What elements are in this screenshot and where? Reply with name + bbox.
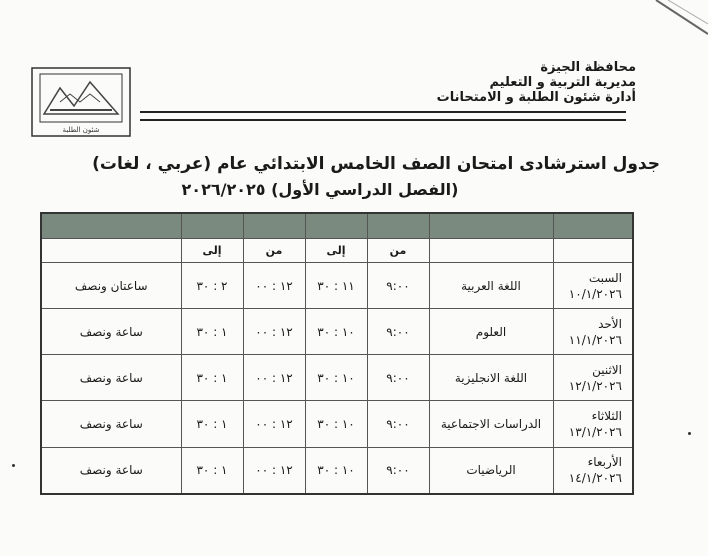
from-time-cell: ١٢ : ٠٠ xyxy=(243,401,305,447)
from-time-cell: ٩:٠٠ xyxy=(367,263,429,309)
to-header: إلى xyxy=(181,239,243,263)
to-header: إلى xyxy=(305,239,367,263)
from-time-cell: ١٢ : ٠٠ xyxy=(243,447,305,494)
header-divider xyxy=(140,111,626,121)
from-time-cell: ٩:٠٠ xyxy=(367,355,429,401)
to-time-cell: ١١ : ٣٠ xyxy=(305,263,367,309)
day-cell: الأحد ١١/١/٢٠٢٦ xyxy=(553,309,633,355)
subject-cell: اللغة الانجليزية xyxy=(429,355,553,401)
page-fold-mark xyxy=(638,0,708,40)
to-time-cell: ١٠ : ٣٠ xyxy=(305,447,367,494)
day-cell: الأربعاء ١٤/١/٢٠٢٦ xyxy=(553,447,633,494)
duration-cell: ساعة ونصف xyxy=(41,401,181,447)
to-time-cell: ١٠ : ٣٠ xyxy=(305,309,367,355)
table-subheader-row xyxy=(41,239,633,263)
table-row xyxy=(41,355,633,401)
to-time-cell: ٢ : ٣٠ xyxy=(181,263,243,309)
subject-cell: العلوم xyxy=(429,309,553,355)
day-cell: الثلاثاء ١٣/١/٢٠٢٦ xyxy=(553,401,633,447)
term-title: (الفصل الدراسي الأول) ٢٠٢٦/٢٠٢٥ xyxy=(181,180,459,199)
duration-cell: ساعة ونصف xyxy=(41,309,181,355)
subject-cell: الدراسات الاجتماعية xyxy=(429,401,553,447)
from-time-cell: ١٢ : ٠٠ xyxy=(243,263,305,309)
to-time-cell: ١٠ : ٣٠ xyxy=(305,401,367,447)
day-cell: الاثنين ١٢/١/٢٠٢٦ xyxy=(553,355,633,401)
from-header: من xyxy=(367,239,429,263)
from-time-cell: ٩:٠٠ xyxy=(367,309,429,355)
table-row xyxy=(41,263,633,309)
table-row xyxy=(41,401,633,447)
duration-cell: ساعتان ونصف xyxy=(41,263,181,309)
from-time-cell: ٩:٠٠ xyxy=(367,401,429,447)
day-cell: السبت ١٠/١/٢٠٢٦ xyxy=(553,263,633,309)
scan-speck xyxy=(12,464,15,467)
from-time-cell: ١٢ : ٠٠ xyxy=(243,355,305,401)
issuer-header xyxy=(437,60,636,105)
subject-cell: اللغة العربية xyxy=(429,263,553,309)
subject-cell: الرياضيات xyxy=(429,447,553,494)
header-line-governorate: محافظة الجيزة xyxy=(540,60,636,75)
table-header-band xyxy=(41,213,633,239)
from-header: من xyxy=(243,239,305,263)
to-time-cell: ١٠ : ٣٠ xyxy=(305,355,367,401)
exam-schedule-table xyxy=(40,212,632,495)
schedule-title: جدول استرشادى امتحان الصف الخامس الابتدائي عام (عربي ، لغات) xyxy=(92,154,660,174)
table-row xyxy=(41,447,633,494)
to-time-cell: ١ : ٣٠ xyxy=(181,355,243,401)
department-seal-icon xyxy=(30,66,132,138)
scan-speck xyxy=(688,432,691,435)
header-line-directorate: مديرية التربية و التعليم xyxy=(489,75,636,90)
from-time-cell: ١٢ : ٠٠ xyxy=(243,309,305,355)
duration-cell: ساعة ونصف xyxy=(41,447,181,494)
duration-cell: ساعة ونصف xyxy=(41,355,181,401)
header-line-administration: أدارة شئون الطلبة و الامتحانات xyxy=(436,90,636,105)
table-row xyxy=(41,309,633,355)
to-time-cell: ١ : ٣٠ xyxy=(181,401,243,447)
from-time-cell: ٩:٠٠ xyxy=(367,447,429,494)
to-time-cell: ١ : ٣٠ xyxy=(181,447,243,494)
to-time-cell: ١ : ٣٠ xyxy=(181,309,243,355)
seal-caption: شئون الطلبة xyxy=(62,126,100,134)
